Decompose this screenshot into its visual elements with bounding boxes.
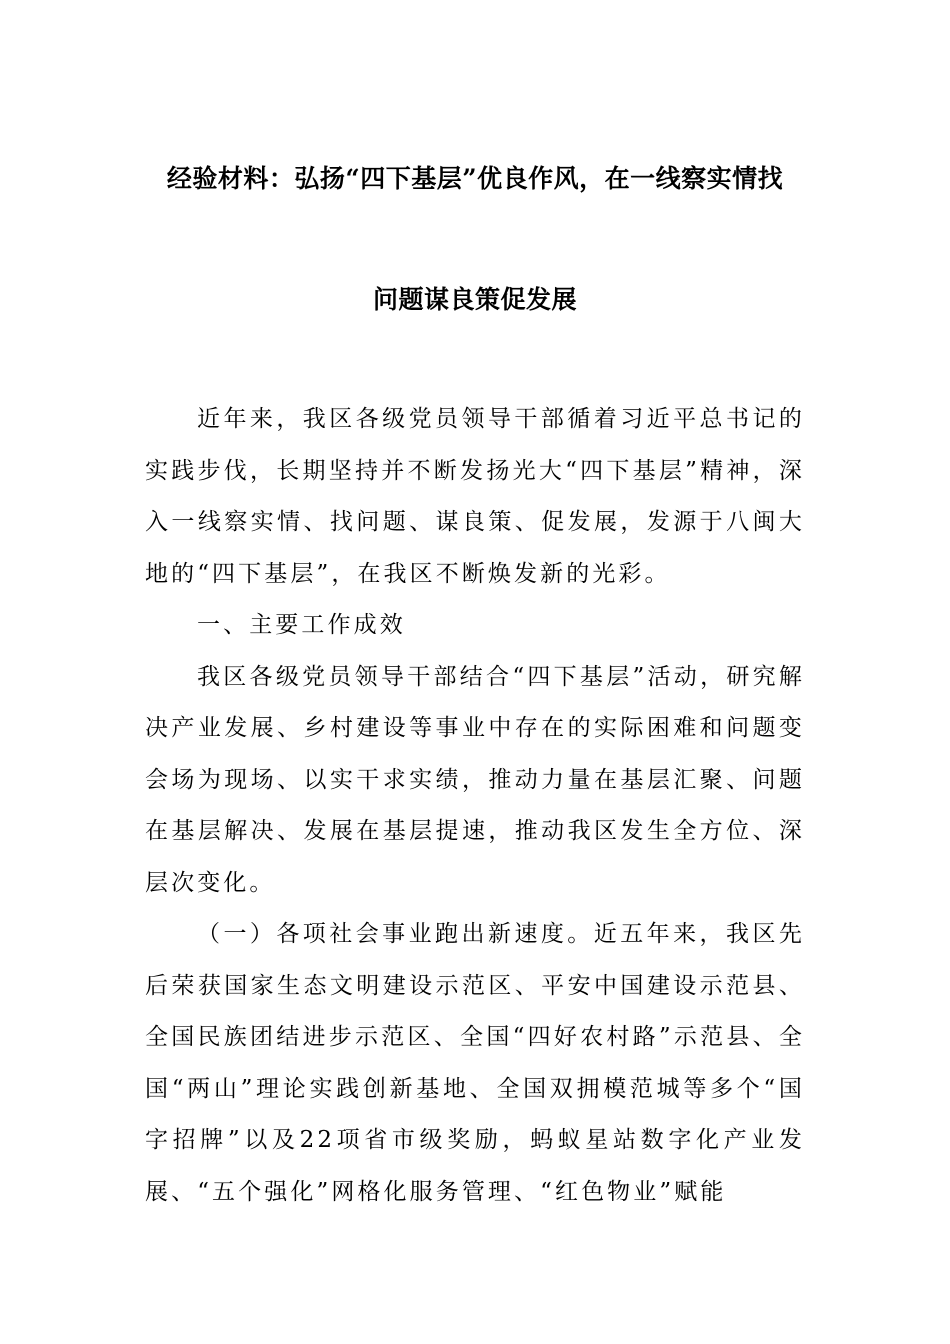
document-title-line-2: 问题谋良策促发展 (372, 285, 577, 314)
paragraph-achievements: 我区各级党员领导干部结合“四下基层”活动，研究解决产业发展、乡村建设等事业中存在的实际困难和问题变会场为现场、以实干求实绩，推动力量在基层汇聚、问题在基层解决、发展在基层提速，推动我区发生全方位、深层次变化。 (145, 663, 805, 896)
document-body (145, 394, 805, 1218)
paragraph-social-undertakings: （一）各项社会事业跑出新速度。近五年来，我区先后荣获国家生态文明建设示范区、平安中国建设示范县、全国民族团结进步示范区、全国“四好农村路”示范县、全国“两山”理论实践创新基地、全国双拥模范城等多个“国字招牌”以及22项省市级奖励，蚂蚁星站数字化产业发展、“五个强化”网格化服务管理、“红色物业”赋能 (145, 921, 805, 1205)
section-heading-main-achievements: 一、主要工作成效 (197, 612, 406, 638)
document-title-line-1: 经验材料：弘扬“四下基层”优良作风，在一线察实情找 (166, 164, 784, 193)
paragraph-intro: 近年来，我区各级党员领导干部循着习近平总书记的实践步伐，长期坚持并不断发扬光大“四下基层”精神，深入一线察实情、找问题、谋良策、促发展，发源于八闽大地的“四下基层”，在我区不断焕发新的光彩。 (145, 406, 805, 587)
